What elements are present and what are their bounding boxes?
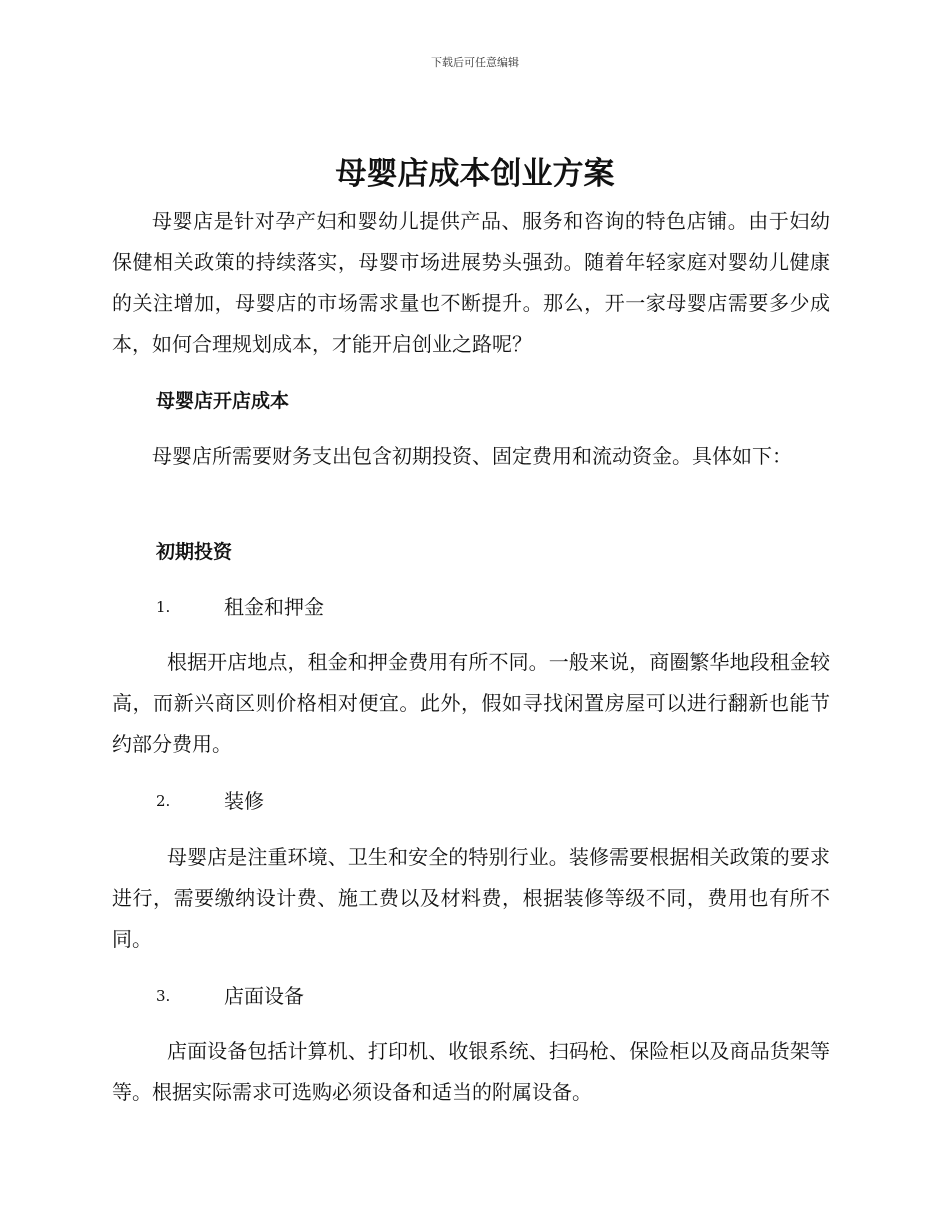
item-paragraph-decoration: 母婴店是注重环境、卫生和安全的特别行业。装修需要根据相关政策的要求进行，需要缴纳设计费、施工费以及材料费，根据装修等级不同，费用也有所不同。 xyxy=(112,845,830,951)
list-number: 3. xyxy=(156,987,171,1005)
item-paragraph-rent: 根据开店地点，租金和押金费用有所不同。一般来说，商圈繁华地段租金较高，而新兴商区则价格相对便宜。此外，假如寻找闲置房屋可以进行翻新也能节约部分费用。 xyxy=(112,650,830,756)
list-item-rent xyxy=(112,587,874,628)
intro-paragraph: 母婴店是针对孕产妇和婴幼儿提供产品、服务和咨询的特色店铺。由于妇幼保健相关政策的持续落实，母婴市场进展势头强劲。随着年轻家庭对婴幼儿健康的关注增加，母婴店的市场需求量也不断提升。那么，开一家母婴店需要多少成本，如何合理规划成本，才能开启创业之路呢？ xyxy=(112,209,830,356)
item-paragraph-equipment: 店面设备包括计算机、打印机、收银系统、扫码枪、保险柜以及商品货架等等。根据实际需求可选购必须设备和适当的附属设备。 xyxy=(112,1039,830,1104)
list-item-decoration xyxy=(112,781,874,822)
list-label: 店面设备 xyxy=(224,984,304,1008)
document-title: 母婴店成本创业方案 xyxy=(335,156,615,192)
list-number: 1. xyxy=(156,598,171,616)
section-paragraph-expenses: 母婴店所需要财务支出包含初期投资、固定费用和流动资金。具体如下： xyxy=(152,444,792,468)
list-label: 装修 xyxy=(224,789,264,813)
section-heading-opening-cost: 母婴店开店成本 xyxy=(156,390,290,412)
header-note: 下载后可任意编辑 xyxy=(431,56,519,69)
list-number: 2. xyxy=(156,792,171,810)
list-label: 租金和押金 xyxy=(224,595,324,619)
subsection-heading-initial-investment: 初期投资 xyxy=(156,541,233,563)
list-item-equipment xyxy=(112,976,874,1017)
